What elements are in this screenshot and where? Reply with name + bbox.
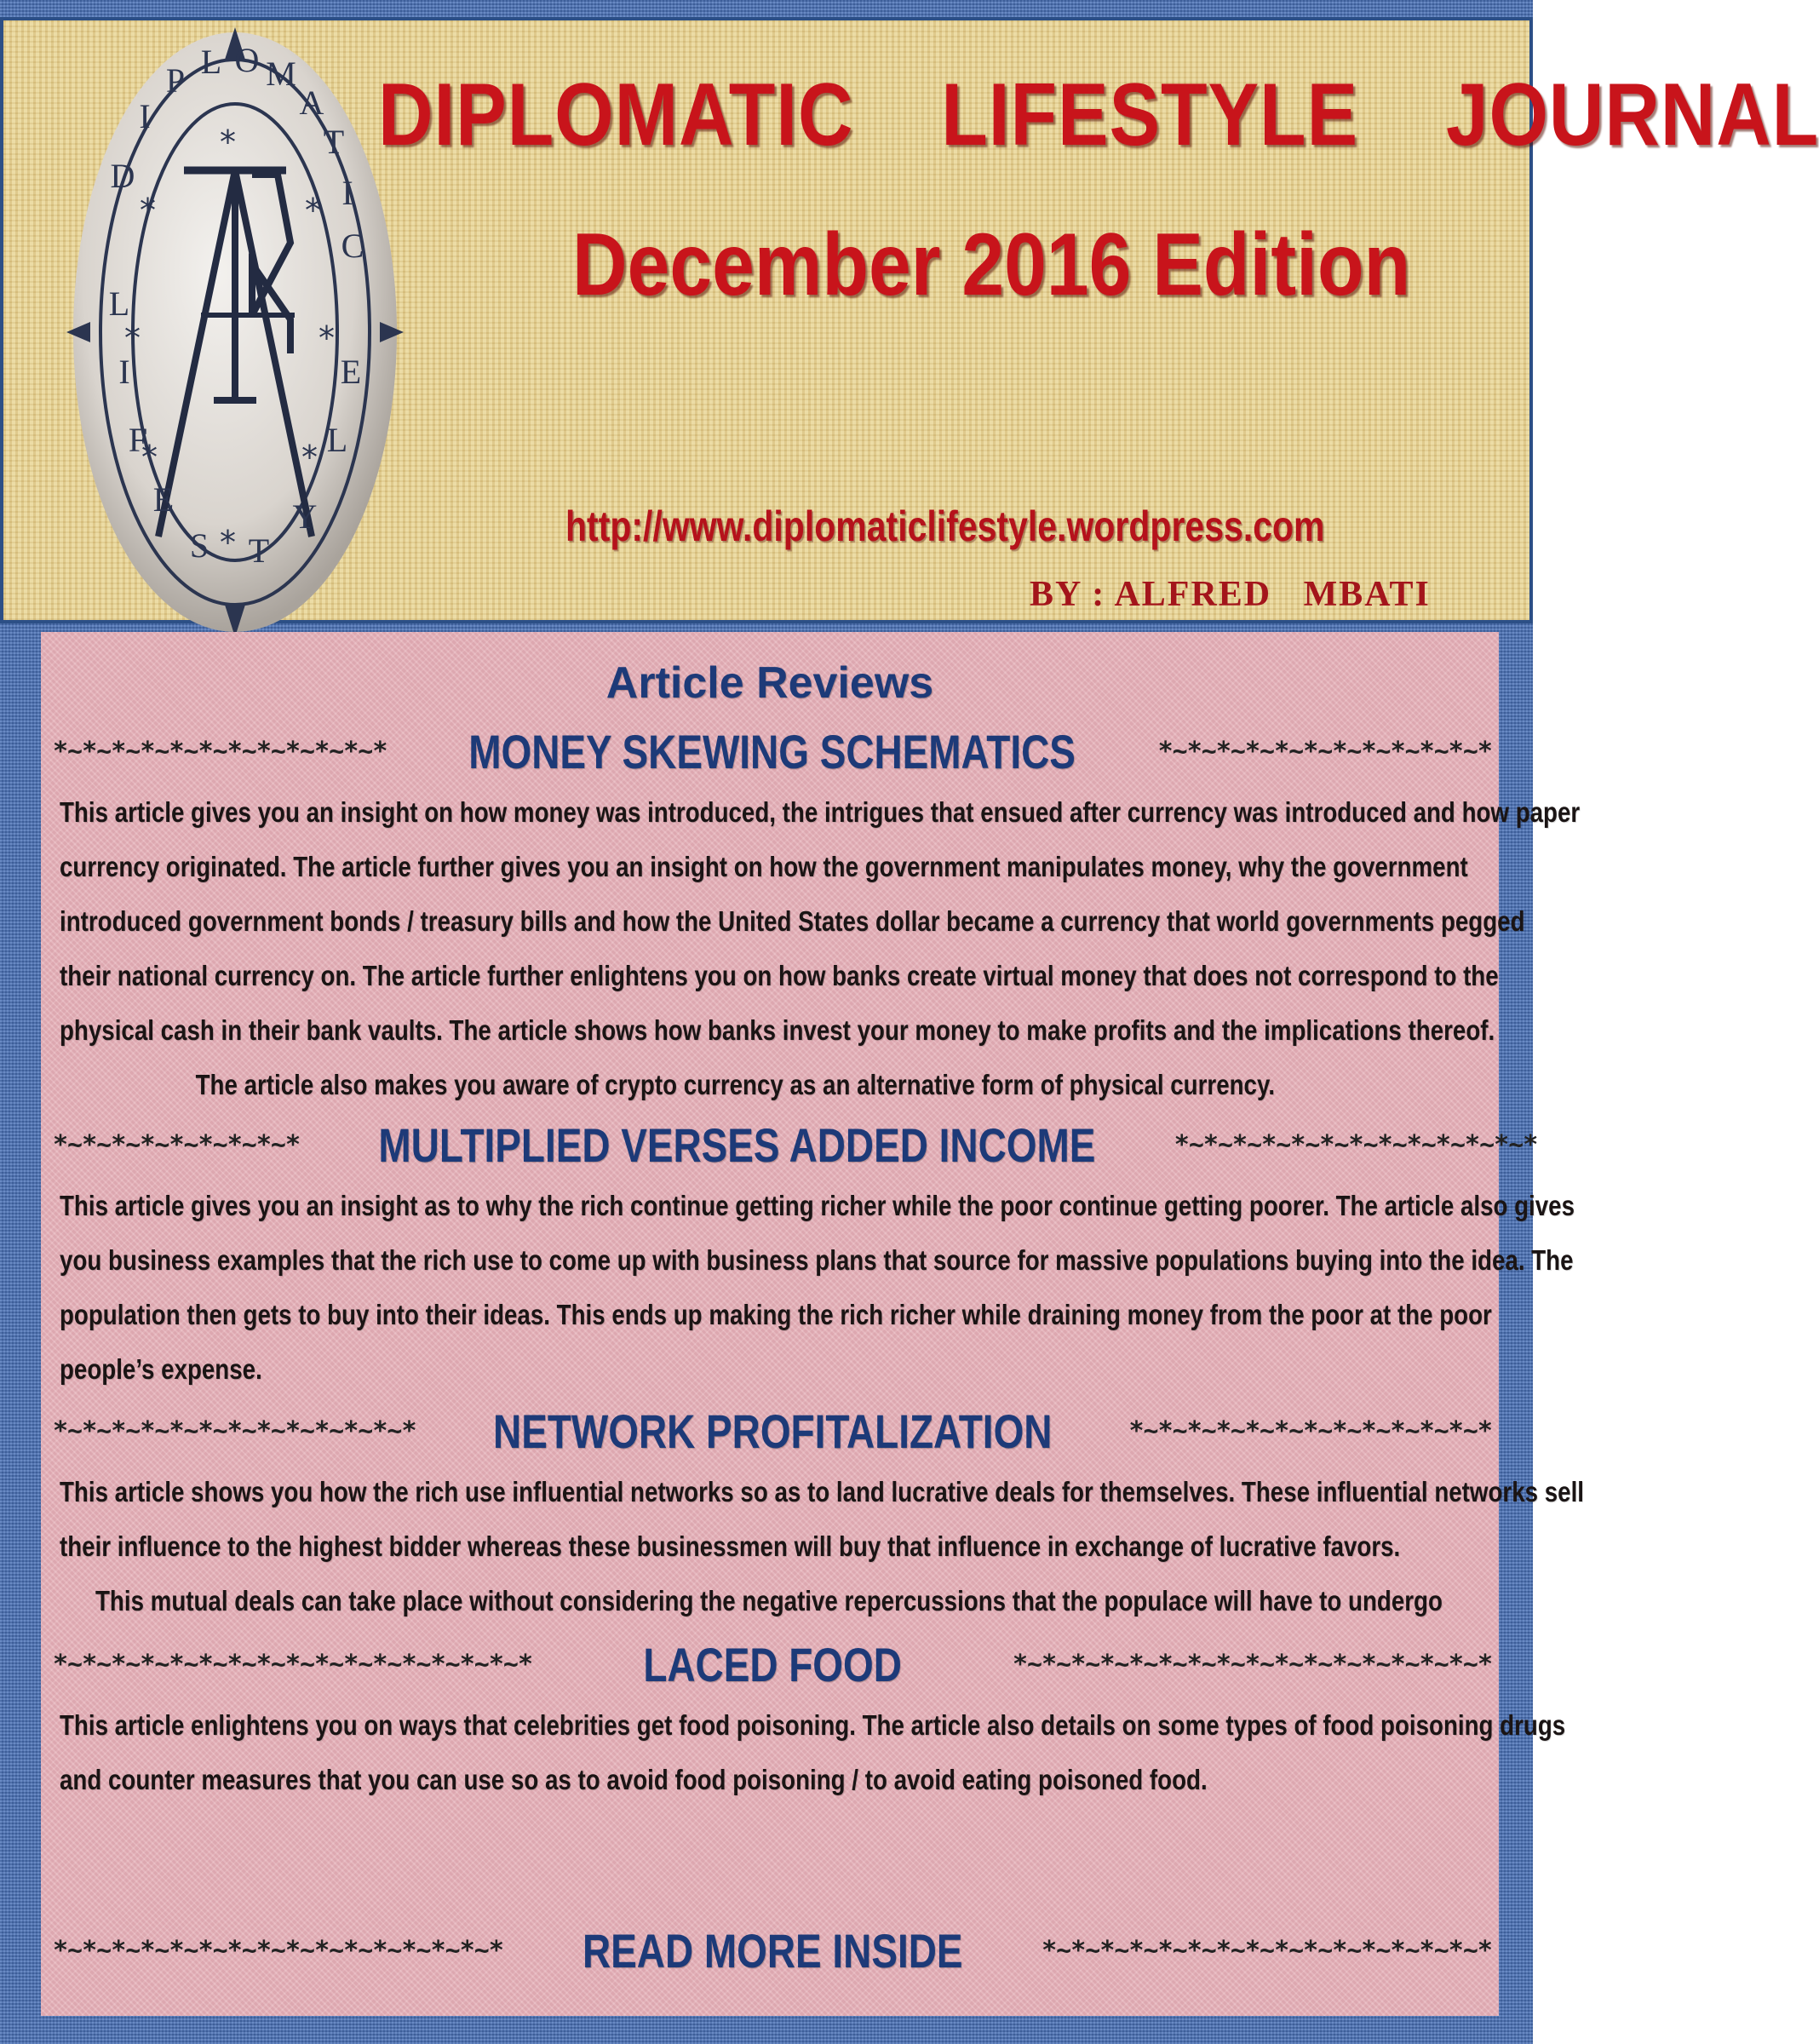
svg-text:F: F	[128, 421, 148, 459]
summary-line: population then gets to buy into their ideas. This ends up making the rich richer while draining money from the poor at the poor	[60, 1299, 1492, 1330]
article-reviews-panel	[41, 632, 1584, 2016]
summary-line: people’s expense.	[60, 1353, 262, 1385]
author-byline: BY : ALFRED MBATI	[1030, 575, 1431, 614]
svg-text:C: C	[341, 227, 364, 265]
section-header-laced-food	[53, 1630, 1492, 1698]
section-header-multiplied-income	[53, 1111, 1538, 1179]
star-divider-left: *~*~*~*~*~*~*~*~*~*~*~*~*	[53, 1415, 416, 1446]
star-divider-left: *~*~*~*~*~*~*~*~*~*~*~*~*~*~*~*~*	[53, 1649, 533, 1679]
section-summary-multiplied-income	[60, 1179, 1575, 1397]
svg-text:T: T	[323, 123, 345, 161]
section-title: LACED FOOD	[643, 1637, 902, 1691]
section-summary-money-skewing	[60, 785, 1581, 1112]
summary-line: This mutual deals can take place without considering the negative repercussions that the populace will have to undergo	[95, 1585, 1443, 1616]
summary-line: This article shows you how the rich use influential networks so as to land lucrative deals for themselves. These influential networks sell	[60, 1476, 1584, 1507]
section-title: MONEY SKEWING SCHEMATICS	[468, 724, 1076, 778]
summary-line: The article also makes you aware of crypto currency as an alternative form of physical currency.	[195, 1069, 1276, 1100]
svg-text:*: *	[141, 439, 158, 476]
svg-text:S: S	[189, 526, 209, 565]
svg-text:O: O	[234, 41, 260, 79]
svg-text:L: L	[200, 43, 222, 81]
summary-line: This article gives you an insight on how money was introduced, the intrigues that ensued after currency was introduced and how paper	[60, 796, 1581, 828]
svg-text:*: *	[220, 123, 236, 161]
star-divider-right: *~*~*~*~*~*~*~*~*~*~*~*~*	[1173, 1129, 1538, 1160]
read-more-label: READ MORE INSIDE	[582, 1923, 963, 1978]
section-title: MULTIPLIED VERSES ADDED INCOME	[378, 1117, 1096, 1172]
star-divider-left: *~*~*~*~*~*~*~*~*~*~*~*~*~*~*~*	[53, 1935, 503, 1966]
svg-text:*: *	[305, 192, 321, 229]
svg-text:D: D	[110, 157, 135, 195]
svg-text:I: I	[341, 174, 353, 212]
read-more-footer	[53, 1916, 1492, 1984]
summary-line: This article enlightens you on ways that celebrities get food poisoning. The article also details on some types of food poisoning drugs	[60, 1709, 1566, 1741]
section-summary-laced-food	[60, 1698, 1566, 1807]
website-url[interactable]: http://www.diplomaticlifestyle.wordpress.com	[565, 502, 1325, 550]
star-divider-left: *~*~*~*~*~*~*~*~*	[53, 1129, 301, 1160]
summary-line: their influence to the highest bidder whereas these businessmen will buy that influence in exchange of lucrative favors.	[60, 1530, 1401, 1562]
svg-text:*: *	[318, 319, 335, 357]
summary-line: you business examples that the rich use to come up with business plans that source for massive populations buying into the idea. The	[60, 1244, 1574, 1276]
section-header-network-profitalization	[53, 1397, 1492, 1465]
summary-line: introduced government bonds / treasury bills and how the United States dollar became a currency that world governments pegged	[60, 905, 1525, 937]
section-header-money-skewing	[53, 717, 1492, 785]
header-banner	[0, 17, 1819, 623]
svg-text:M: M	[266, 55, 296, 93]
svg-text:L: L	[108, 284, 130, 323]
summary-line: This article gives you an insight as to why the rich continue getting richer while the poor continue getting poorer. The article also gives	[60, 1190, 1575, 1221]
star-divider-right: *~*~*~*~*~*~*~*~*~*~*~*~*	[1128, 1415, 1492, 1446]
svg-text:L: L	[326, 421, 348, 459]
svg-text:Y: Y	[292, 497, 318, 536]
svg-text:*: *	[124, 319, 141, 357]
svg-text:P: P	[165, 61, 186, 100]
star-divider-right: *~*~*~*~*~*~*~*~*~*~*~*~*~*~*~*~*	[1012, 1649, 1492, 1679]
svg-text:I: I	[118, 353, 130, 391]
star-divider-right: *~*~*~*~*~*~*~*~*~*~*~*	[1157, 736, 1492, 766]
diplomatic-lifestyle-seal-logo	[56, 26, 414, 639]
summary-line: and counter measures that you can use so as to avoid food poisoning / to avoid eating poisoned food.	[60, 1764, 1208, 1795]
svg-text:T: T	[248, 531, 270, 570]
svg-text:E: E	[152, 480, 175, 519]
summary-line: currency originated. The article further gives you an insight on how the government manipulates money, why the government	[60, 851, 1468, 882]
svg-text:*: *	[301, 439, 318, 476]
summary-line: their national currency on. The article further enlightens you on how banks create virtual money that does not correspond to the	[60, 960, 1499, 991]
svg-text:*: *	[140, 192, 156, 229]
svg-text:I: I	[139, 97, 151, 135]
summary-line: physical cash in their bank vaults. The article shows how banks invest your money to make profits and the implications thereof.	[60, 1014, 1495, 1046]
star-divider-left: *~*~*~*~*~*~*~*~*~*~*~*	[53, 736, 387, 766]
edition-title: December 2016 Edition	[572, 215, 1411, 314]
svg-text:*: *	[220, 524, 236, 561]
svg-text:A: A	[299, 83, 324, 122]
section-title: NETWORK PROFITALIZATION	[492, 1404, 1053, 1458]
article-reviews-heading: Article Reviews	[605, 658, 934, 708]
svg-text:E: E	[340, 353, 362, 391]
journal-title: DIPLOMATIC LIFESTYLE JOURNAL	[378, 66, 1819, 164]
section-summary-network-profitalization	[60, 1465, 1584, 1628]
star-divider-right: *~*~*~*~*~*~*~*~*~*~*~*~*~*~*~*	[1041, 1935, 1492, 1966]
